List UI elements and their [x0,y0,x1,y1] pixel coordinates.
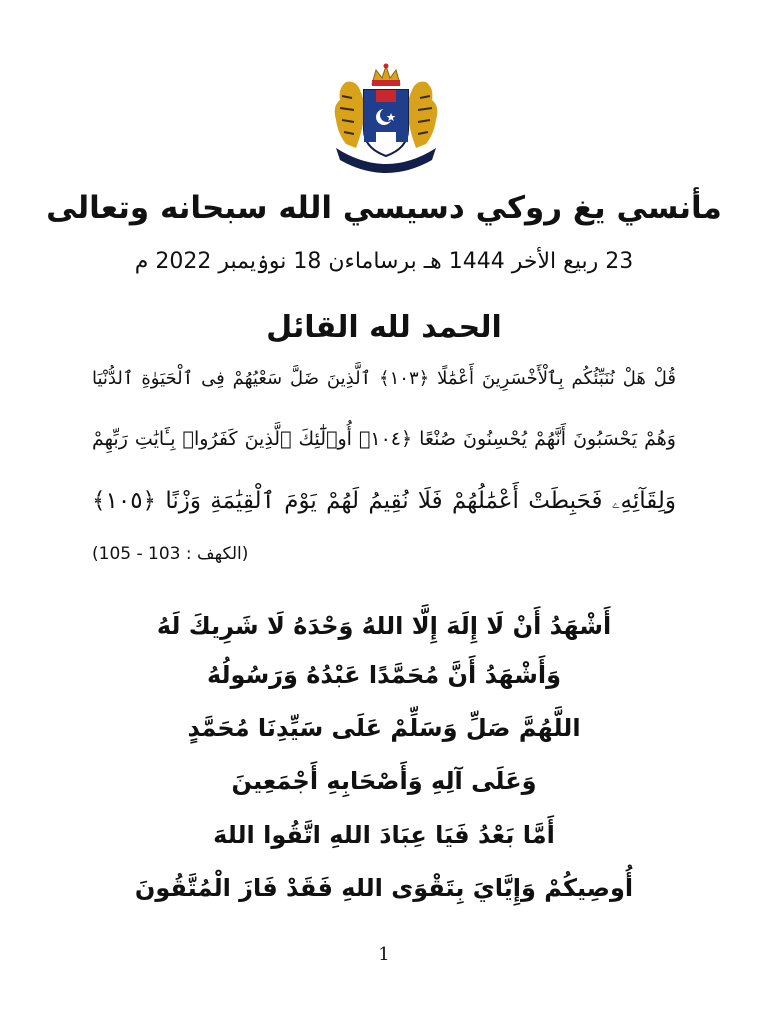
shahada-line: أَشْهَدُ أَنْ لَا إِلَهَ إِلَّا اللهُ وَحْدَهُ لَا شَرِيكَ لَهُ [156,612,612,640]
crest-left-tiger [335,82,365,148]
johor-coat-of-arms-icon [322,62,450,174]
taqwa-line: أُوصِيكُمْ وَإِيَّايَ بِتَقْوَى اللهِ فَقَدْ فَازَ الْمُتَّقُونَ [134,874,634,902]
document-date: 23 ربيع الأخر 1444 هـ برساماءن 18 نوۏيمبر 2022 م [134,249,634,274]
salawat-line: وَعَلَى آلِهِ وَأَصْحَابِهِ أَجْمَعِينَ [231,767,537,795]
document-title: مأنسي يغ روكي دسيسي الله سبحانه وتعالى [46,190,722,226]
quran-verse-line: وَلِقَآئِهِۦ فَحَبِطَتْ أَعْمَٰلُهُمْ فَلَا نُقِيمُ لَهُمْ يَوْمَ ٱلْقِيَٰمَةِ وَزْنًا ﴿١٠٥﴾ [92,488,676,514]
shahada-line: وَأَشْهَدُ أَنَّ مُحَمَّدًا عَبْدُهُ وَرَسُولُهُ [206,661,562,689]
quran-verse-line: وَهُمْ يَحْسَبُونَ أَنَّهُمْ يُحْسِنُونَ صُنْعًا ﴿١٠٤﴾ أُو۟لَٰٓئِكَ ٱلَّذِينَ كَفَرُوا۟ بِـَٔايَٰتِ رَبِّهِمْ [92,428,676,450]
page-number: 1 [378,944,390,965]
verse-citation: (الكهف : 103 - 105) [92,544,249,564]
quran-verse-line: قُلْ هَلْ نُنَبِّئُكُم بِٱلْأَخْسَرِينَ أَعْمَٰلًا ﴿١٠٣﴾ ٱلَّذِينَ ضَلَّ سَعْيُهُمْ فِى ٱلْحَيَوٰةِ ٱلدُّنْيَا [92,368,676,389]
crest-crown-band [372,80,400,86]
salawat-line: اللَّهُمَّ صَلِّ وَسَلِّمْ عَلَى سَيِّدِنَا مُحَمَّدٍ [187,714,581,742]
opening-phrase: الحمد لله القائل [266,310,502,345]
crest-right-tiger [408,82,438,148]
amma-badu-line: أَمَّا بَعْدُ فَيَا عِبَادَ اللهِ اتَّقُوا اللهَ [213,821,555,849]
